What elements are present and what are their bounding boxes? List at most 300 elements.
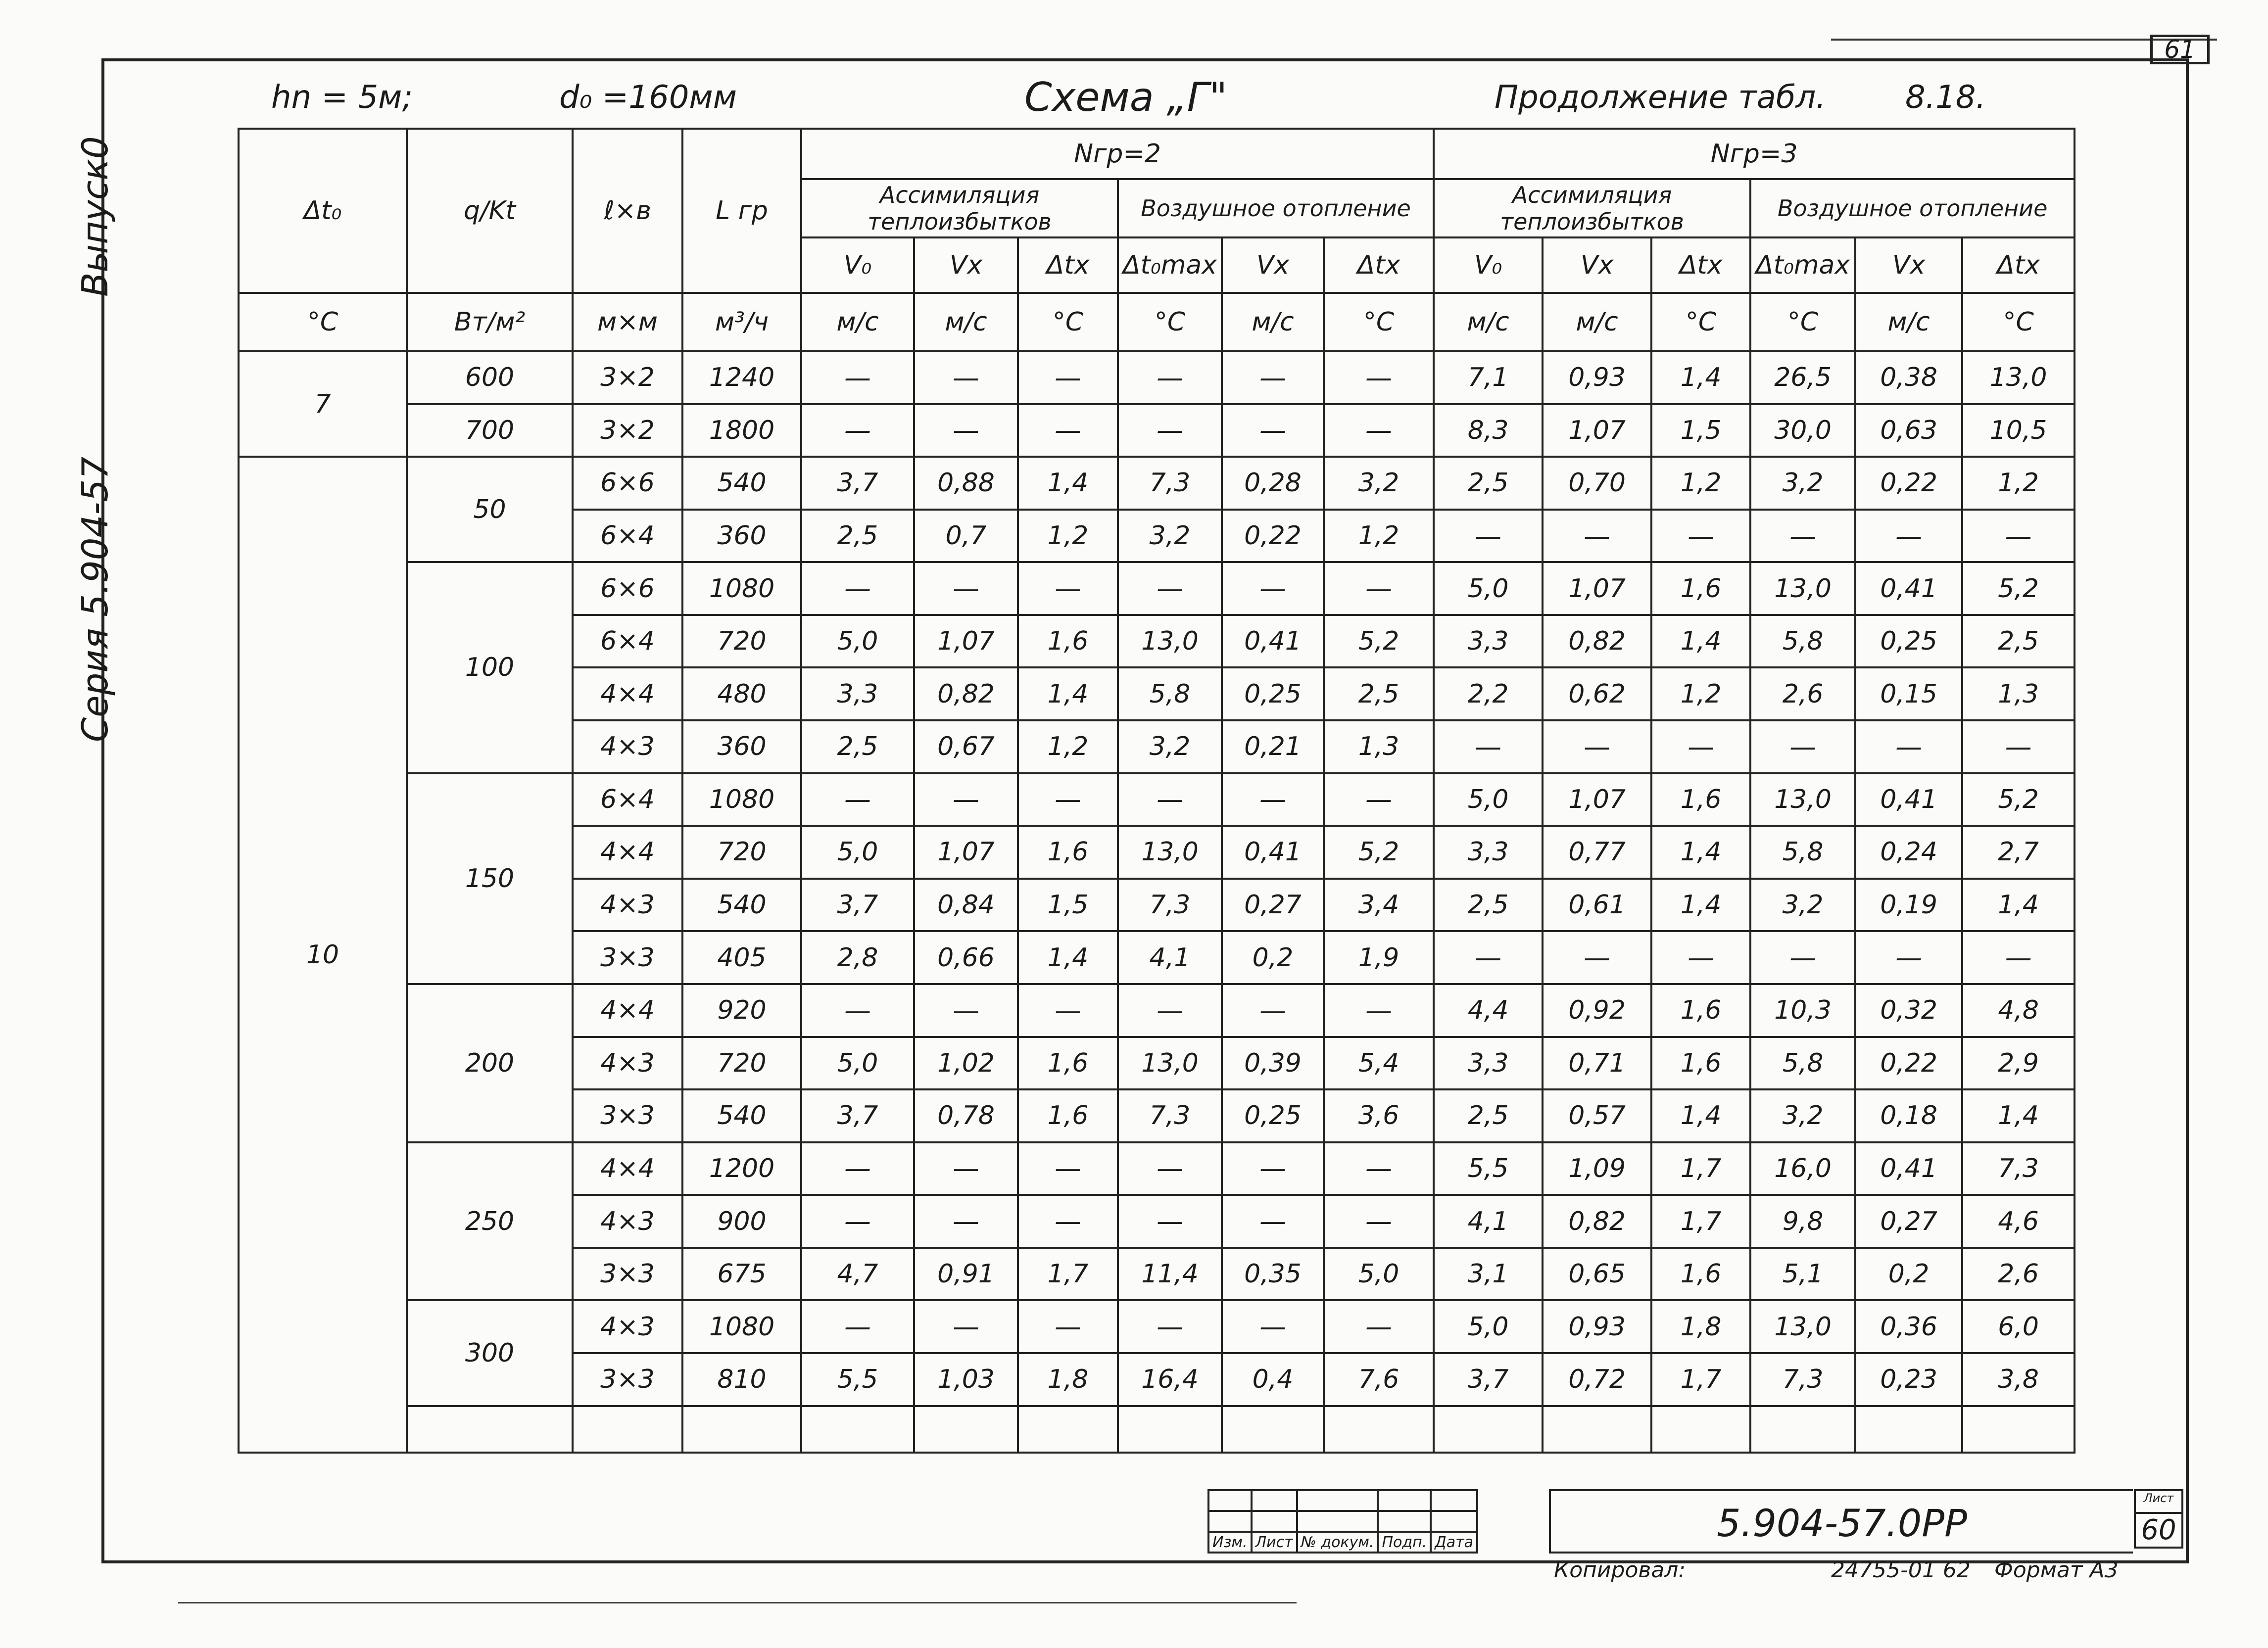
cell-vx-3b: 0,41 (1855, 562, 1962, 615)
cell-v0-2: — (801, 984, 914, 1037)
cell-vx-3b: 0,24 (1855, 826, 1962, 879)
cell-dtx-2b: 5,2 (1324, 615, 1434, 668)
cell-dtx-2: 1,2 (1018, 720, 1118, 773)
cell-dtmax-2: — (1118, 984, 1222, 1037)
footer-format: Формат А3 (1994, 1557, 2119, 1583)
cell-v0-3: 3,7 (1434, 1353, 1543, 1406)
cell-dtx-3: 1,6 (1651, 1037, 1750, 1090)
cell-vx-3: — (1543, 510, 1651, 563)
cell-dtx-2b: — (1324, 562, 1434, 615)
cell-lgr: 720 (682, 1037, 801, 1090)
cell-vx-3b: 0,32 (1855, 984, 1962, 1037)
cell-lxb: 3×3 (573, 931, 682, 984)
table-row-empty (239, 1406, 2075, 1453)
cell-vx-3b: 0,25 (1855, 615, 1962, 668)
cell-empty (1543, 1406, 1651, 1453)
cell-dtx-2: 1,6 (1018, 1037, 1118, 1090)
cell-dtx-3b: 7,3 (1962, 1142, 2075, 1195)
cell-vx-3: 0,62 (1543, 667, 1651, 720)
cell-dtx-3b: 1,4 (1962, 1089, 2075, 1142)
cell-empty (1750, 1406, 1855, 1453)
cell-vx-2: 0,66 (914, 931, 1018, 984)
cell-v0-2: 3,7 (801, 1089, 914, 1142)
unit-lgr: м³/ч (682, 293, 801, 351)
cell-dtx-2: — (1018, 984, 1118, 1037)
cell-vx-2: 0,82 (914, 667, 1018, 720)
cell-v0-2: — (801, 1142, 914, 1195)
cell-vx-3: 0,72 (1543, 1353, 1651, 1406)
table-row (239, 1142, 2075, 1195)
cell-vx-2: 0,84 (914, 879, 1018, 932)
cell-empty (1222, 1406, 1324, 1453)
cell-dtmax-3: 5,8 (1750, 615, 1855, 668)
col-header-dtmax-2: Δt₀max (1118, 237, 1222, 293)
cell-dtx-3b: 5,2 (1962, 562, 2075, 615)
header-height: hn = 5м; (271, 79, 413, 116)
cell-vx-3b: 0,22 (1855, 457, 1962, 510)
table-row (239, 562, 2075, 615)
cell-vx-2b: 0,27 (1222, 879, 1324, 932)
cell-lgr: 1080 (682, 562, 801, 615)
cell-v0-2: — (801, 562, 914, 615)
unit-dtx-2b: °C (1324, 293, 1434, 351)
cell-vx-3: 0,92 (1543, 984, 1651, 1037)
cell-dtx-2: 1,4 (1018, 667, 1118, 720)
cell-q: 50 (407, 457, 573, 562)
cell-vx-2b: 0,41 (1222, 826, 1324, 879)
cell-dtmax-3: 13,0 (1750, 1300, 1855, 1353)
cell-v0-2: — (801, 351, 914, 404)
cell-dtx-3b: 5,2 (1962, 773, 2075, 826)
cell-vx-2b: 0,2 (1222, 931, 1324, 984)
cell-q: 100 (407, 562, 573, 773)
col-header-dtx-2b: Δtx (1324, 237, 1434, 293)
cell-dtx-3: 1,4 (1651, 879, 1750, 932)
cell-lgr: 480 (682, 667, 801, 720)
col-header-dtx-3: Δtx (1651, 237, 1750, 293)
cell-lxb: 3×3 (573, 1248, 682, 1301)
cell-lgr: 1800 (682, 404, 801, 457)
unit-vx-2b: м/с (1222, 293, 1324, 351)
cell-dtmax-2: — (1118, 1195, 1222, 1248)
cell-dtx-2b: — (1324, 1142, 1434, 1195)
col-header-vx-2b: Vx (1222, 237, 1324, 293)
cell-dtx-3b: — (1962, 931, 2075, 984)
cell-dtx-2b: — (1324, 984, 1434, 1037)
cell-dtx-3: 1,2 (1651, 457, 1750, 510)
cell-vx-3b: 0,23 (1855, 1353, 1962, 1406)
cell-q: 150 (407, 773, 573, 984)
cell-v0-2: — (801, 1300, 914, 1353)
cell-v0-2: 3,7 (801, 457, 914, 510)
cell-q: 300 (407, 1300, 573, 1406)
unit-dtx-3: °C (1651, 293, 1750, 351)
cell-vx-2b: — (1222, 773, 1324, 826)
cell-empty (1962, 1406, 2075, 1453)
cell-lgr: 920 (682, 984, 801, 1037)
cell-lxb: 3×2 (573, 404, 682, 457)
cell-dtmax-2: 3,2 (1118, 510, 1222, 563)
side-label-series: Серия 5.904-57 (74, 457, 116, 742)
cell-empty (1434, 1406, 1543, 1453)
cell-vx-2: 1,02 (914, 1037, 1018, 1090)
cell-empty (1018, 1406, 1118, 1453)
cell-v0-3: — (1434, 931, 1543, 984)
cell-v0-2: 5,0 (801, 826, 914, 879)
cell-lxb: 6×4 (573, 510, 682, 563)
cell-vx-3: 0,93 (1543, 1300, 1651, 1353)
unit-vx-3b: м/с (1855, 293, 1962, 351)
cell-dtmax-2: 11,4 (1118, 1248, 1222, 1301)
cell-vx-2b: 0,25 (1222, 667, 1324, 720)
cell-dtx-2: — (1018, 773, 1118, 826)
cell-dtmax-3: 3,2 (1750, 457, 1855, 510)
cell-v0-3: — (1434, 720, 1543, 773)
cell-v0-3: 5,5 (1434, 1142, 1543, 1195)
cell-dtmax-2: 7,3 (1118, 1089, 1222, 1142)
footer-copied: Копировал: (1554, 1557, 1686, 1583)
cell-dtmax-3: 5,8 (1750, 1037, 1855, 1090)
cell-lxb: 4×4 (573, 667, 682, 720)
cell-vx-3: 0,61 (1543, 879, 1651, 932)
cell-vx-2b: 0,22 (1222, 510, 1324, 563)
cell-v0-2: 5,0 (801, 1037, 914, 1090)
stamp-label-data: Дата (1431, 1532, 1477, 1553)
cell-dtmax-2: 13,0 (1118, 826, 1222, 879)
col-header-dtx-3b: Δtx (1962, 237, 2075, 293)
cell-dtx-3b: 4,8 (1962, 984, 2075, 1037)
cell-v0-3: 2,5 (1434, 879, 1543, 932)
cell-dtx-3b: 4,6 (1962, 1195, 2075, 1248)
cell-v0-3: 2,5 (1434, 1089, 1543, 1142)
unit-dtx-2: °C (1018, 293, 1118, 351)
cell-dtmax-2: — (1118, 1142, 1222, 1195)
cell-lxb: 4×3 (573, 1195, 682, 1248)
cell-dtx-2: 1,8 (1018, 1353, 1118, 1406)
cell-dtmax-3: 30,0 (1750, 404, 1855, 457)
cell-vx-2: 0,7 (914, 510, 1018, 563)
table-row (239, 404, 2075, 457)
footer-code: 24755-01 62 (1831, 1557, 1971, 1583)
cell-dtmax-2: 7,3 (1118, 457, 1222, 510)
cell-vx-2b: — (1222, 351, 1324, 404)
cell-vx-3: 1,09 (1543, 1142, 1651, 1195)
col-header-v0-2: V₀ (801, 237, 914, 293)
cell-dtx-2: — (1018, 351, 1118, 404)
cell-vx-3b: 0,41 (1855, 1142, 1962, 1195)
cell-lxb: 3×2 (573, 351, 682, 404)
cell-dtmax-2: 4,1 (1118, 931, 1222, 984)
cell-v0-2: 5,5 (801, 1353, 914, 1406)
cell-vx-2: 1,07 (914, 826, 1018, 879)
cell-empty (1324, 1406, 1434, 1453)
unit-q: Вт/м² (407, 293, 573, 351)
col-header-vozd-3: Воздушное отопление (1750, 179, 2075, 237)
cell-dtx-3b: 2,9 (1962, 1037, 2075, 1090)
cell-lgr: 540 (682, 1089, 801, 1142)
cell-dtmax-2: 5,8 (1118, 667, 1222, 720)
cell-dtmax-2: 16,4 (1118, 1353, 1222, 1406)
cell-lxb: 4×4 (573, 984, 682, 1037)
cell-dtmax-3: 5,8 (1750, 826, 1855, 879)
cell-lgr: 900 (682, 1195, 801, 1248)
cell-dtx-2: — (1018, 1195, 1118, 1248)
cell-dtx-3: 1,7 (1651, 1195, 1750, 1248)
cell-dtx-2b: 1,3 (1324, 720, 1434, 773)
cell-dtx-2: 1,6 (1018, 826, 1118, 879)
cell-v0-2: 2,5 (801, 510, 914, 563)
cell-dtx-2: — (1018, 1142, 1118, 1195)
cell-dtx-2: 1,7 (1018, 1248, 1118, 1301)
cell-vx-3b: 0,19 (1855, 879, 1962, 932)
col-header-q: q/Kt (407, 129, 573, 293)
cell-v0-2: — (801, 404, 914, 457)
cell-dtx-3b: 2,7 (1962, 826, 2075, 879)
cell-vx-3b: 0,2 (1855, 1248, 1962, 1301)
cell-lgr: 810 (682, 1353, 801, 1406)
cell-vx-3b: 0,18 (1855, 1089, 1962, 1142)
cell-dtmax-3: 5,1 (1750, 1248, 1855, 1301)
cell-dtx-2: — (1018, 562, 1118, 615)
cell-vx-3b: 0,15 (1855, 667, 1962, 720)
cell-dtmax-2: — (1118, 351, 1222, 404)
cell-dtx-3b: — (1962, 720, 2075, 773)
cell-lxb: 4×4 (573, 826, 682, 879)
cell-dtmax-3: 13,0 (1750, 773, 1855, 826)
col-header-ngr2: Nгр=2 (801, 129, 1434, 179)
cell-vx-3b: 0,41 (1855, 773, 1962, 826)
cell-vx-3: 0,82 (1543, 1195, 1651, 1248)
col-header-lxb: ℓ×в (573, 129, 682, 293)
cell-lxb: 4×3 (573, 1037, 682, 1090)
cell-v0-3: 2,5 (1434, 457, 1543, 510)
cell-dtmax-2: 7,3 (1118, 879, 1222, 932)
cell-v0-3: 4,4 (1434, 984, 1543, 1037)
cell-vx-2b: 0,39 (1222, 1037, 1324, 1090)
bottom-rule (178, 1602, 1297, 1603)
cell-dtx-3: 1,6 (1651, 984, 1750, 1037)
cell-vx-3: 1,07 (1543, 404, 1651, 457)
cell-vx-3: 0,93 (1543, 351, 1651, 404)
cell-dtx-2: 1,5 (1018, 879, 1118, 932)
cell-empty (682, 1406, 801, 1453)
header-table-number: 8.18. (1905, 79, 1986, 116)
cell-q: 200 (407, 984, 573, 1142)
cell-dtx-3b: 2,5 (1962, 615, 2075, 668)
cell-lgr: 1200 (682, 1142, 801, 1195)
stamp-label-list: Лист (1252, 1532, 1297, 1553)
cell-dtmax-2: 3,2 (1118, 720, 1222, 773)
cell-v0-2: 3,3 (801, 667, 914, 720)
cell-q: 250 (407, 1142, 573, 1301)
cell-vx-2: — (914, 1142, 1018, 1195)
cell-dtx-2: — (1018, 1300, 1118, 1353)
cell-lxb: 4×3 (573, 720, 682, 773)
col-header-vx-2: Vx (914, 237, 1018, 293)
cell-dtx-3: 1,4 (1651, 615, 1750, 668)
cell-dto: 10 (239, 457, 407, 1453)
stamp-label-dokum: № докум. (1297, 1532, 1378, 1553)
document-number: 5.904-57.0РР (1549, 1489, 2133, 1554)
cell-dtx-3: 1,7 (1651, 1353, 1750, 1406)
cell-dtx-3b: 1,4 (1962, 879, 2075, 932)
header-continuation: Продолжение табл. (1495, 79, 1826, 116)
cell-dtx-3: — (1651, 931, 1750, 984)
cell-vx-2: 1,07 (914, 615, 1018, 668)
cell-dtmax-3: 13,0 (1750, 562, 1855, 615)
cell-dtmax-3: 7,3 (1750, 1353, 1855, 1406)
cell-vx-3: 0,65 (1543, 1248, 1651, 1301)
cell-v0-2: 5,0 (801, 615, 914, 668)
cell-dtx-2b: 3,4 (1324, 879, 1434, 932)
cell-vx-3: 1,07 (1543, 562, 1651, 615)
top-sheet-number: 61 (2150, 35, 2210, 64)
sheet-number: 60 (2134, 1512, 2183, 1549)
cell-dtx-2b: 1,2 (1324, 510, 1434, 563)
cell-vx-2b: — (1222, 1300, 1324, 1353)
cell-empty (801, 1406, 914, 1453)
header-schema: Схема „Г" (1024, 74, 1228, 120)
cell-lxb: 6×6 (573, 457, 682, 510)
table-row (239, 351, 2075, 404)
unit-dto: °C (239, 293, 407, 351)
cell-empty (1118, 1406, 1222, 1453)
cell-dtmax-3: 3,2 (1750, 1089, 1855, 1142)
cell-vx-3: 0,82 (1543, 615, 1651, 668)
cell-vx-3b: 0,36 (1855, 1300, 1962, 1353)
cell-dto: 7 (239, 351, 407, 457)
cell-vx-2b: — (1222, 1195, 1324, 1248)
cell-vx-3: 0,57 (1543, 1089, 1651, 1142)
cell-vx-2: — (914, 562, 1018, 615)
cell-vx-2b: 0,4 (1222, 1353, 1324, 1406)
cell-lgr: 540 (682, 879, 801, 932)
cell-lgr: 540 (682, 457, 801, 510)
stamp-label-podp: Подп. (1378, 1532, 1431, 1553)
cell-dtx-3b: 10,5 (1962, 404, 2075, 457)
cell-dtx-2b: 5,4 (1324, 1037, 1434, 1090)
cell-v0-3: 8,3 (1434, 404, 1543, 457)
cell-dtmax-3: 3,2 (1750, 879, 1855, 932)
cell-v0-2: — (801, 1195, 914, 1248)
cell-lxb: 4×3 (573, 1300, 682, 1353)
cell-vx-2: 0,91 (914, 1248, 1018, 1301)
cell-vx-3: 0,70 (1543, 457, 1651, 510)
cell-empty (1651, 1406, 1750, 1453)
cell-vx-2b: — (1222, 1142, 1324, 1195)
cell-v0-3: 3,1 (1434, 1248, 1543, 1301)
cell-dtmax-2: — (1118, 562, 1222, 615)
cell-dtx-3b: 1,2 (1962, 457, 2075, 510)
col-header-v0-3: V₀ (1434, 237, 1543, 293)
col-header-dtx-2: Δtx (1018, 237, 1118, 293)
cell-vx-2b: — (1222, 562, 1324, 615)
cell-dtx-3: — (1651, 510, 1750, 563)
cell-dtx-2b: 7,6 (1324, 1353, 1434, 1406)
cell-dtx-3b: — (1962, 510, 2075, 563)
cell-vx-3b: — (1855, 720, 1962, 773)
cell-vx-3b: 0,63 (1855, 404, 1962, 457)
cell-vx-2: 0,67 (914, 720, 1018, 773)
cell-dtmax-2: — (1118, 404, 1222, 457)
cell-lgr: 405 (682, 931, 801, 984)
cell-dtx-3b: 2,6 (1962, 1248, 2075, 1301)
cell-dtx-2b: 1,9 (1324, 931, 1434, 984)
cell-q: 600 (407, 351, 573, 404)
cell-dtx-3: 1,4 (1651, 1089, 1750, 1142)
cell-dtx-2b: 5,2 (1324, 826, 1434, 879)
cell-vx-3: 0,77 (1543, 826, 1651, 879)
cell-v0-3: 2,2 (1434, 667, 1543, 720)
cell-vx-2: — (914, 404, 1018, 457)
table-row (239, 984, 2075, 1037)
cell-dtx-2b: 3,6 (1324, 1089, 1434, 1142)
unit-dtx-3b: °C (1962, 293, 2075, 351)
cell-lxb: 4×3 (573, 879, 682, 932)
cell-dtx-2: 1,6 (1018, 1089, 1118, 1142)
cell-v0-3: 3,3 (1434, 826, 1543, 879)
col-header-assim-2: Ассимиляция теплоизбытков (801, 179, 1118, 237)
cell-dtx-3: — (1651, 720, 1750, 773)
cell-vx-3b: 0,27 (1855, 1195, 1962, 1248)
cell-dtx-3b: 1,3 (1962, 667, 2075, 720)
header-diameter: d₀ =160мм (559, 79, 737, 116)
col-header-dto: Δt₀ (239, 129, 407, 293)
cell-lxb: 3×3 (573, 1353, 682, 1406)
cell-v0-2: 3,7 (801, 879, 914, 932)
cell-dtmax-3: 10,3 (1750, 984, 1855, 1037)
cell-dtx-2b: 5,0 (1324, 1248, 1434, 1301)
cell-vx-2: — (914, 351, 1018, 404)
cell-empty (407, 1406, 573, 1453)
cell-dtx-3: 1,5 (1651, 404, 1750, 457)
cell-lgr: 360 (682, 510, 801, 563)
cell-vx-3b: — (1855, 931, 1962, 984)
cell-dtmax-3: 16,0 (1750, 1142, 1855, 1195)
cell-lgr: 1080 (682, 1300, 801, 1353)
cell-dtx-3: 1,6 (1651, 773, 1750, 826)
stamp-label-izm: Изм. (1208, 1532, 1252, 1553)
cell-v0-2: 4,7 (801, 1248, 914, 1301)
cell-dtx-3: 1,4 (1651, 351, 1750, 404)
cell-vx-2: 0,88 (914, 457, 1018, 510)
cell-empty (914, 1406, 1018, 1453)
cell-dtx-2: 1,4 (1018, 457, 1118, 510)
cell-vx-2b: 0,41 (1222, 615, 1324, 668)
cell-empty (1855, 1406, 1962, 1453)
unit-dtmax-2: °C (1118, 293, 1222, 351)
cell-v0-3: 3,3 (1434, 615, 1543, 668)
cell-lxb: 6×4 (573, 615, 682, 668)
sheet-label: Лист (2134, 1489, 2183, 1514)
unit-vx-3: м/с (1543, 293, 1651, 351)
col-header-assim-3: Ассимиляция теплоизбытков (1434, 179, 1750, 237)
cell-lxb: 3×3 (573, 1089, 682, 1142)
cell-dtx-3: 1,2 (1651, 667, 1750, 720)
cell-vx-2: 1,03 (914, 1353, 1018, 1406)
cell-dtx-2b: — (1324, 404, 1434, 457)
cell-v0-3: — (1434, 510, 1543, 563)
cell-v0-3: 7,1 (1434, 351, 1543, 404)
col-header-vx-3: Vx (1543, 237, 1651, 293)
cell-vx-3: — (1543, 931, 1651, 984)
cell-v0-2: — (801, 773, 914, 826)
cell-lxb: 6×4 (573, 773, 682, 826)
cell-vx-3b: 0,22 (1855, 1037, 1962, 1090)
col-header-vozd-2: Воздушное отопление (1118, 179, 1434, 237)
data-table (238, 128, 2075, 1454)
cell-v0-3: 5,0 (1434, 1300, 1543, 1353)
